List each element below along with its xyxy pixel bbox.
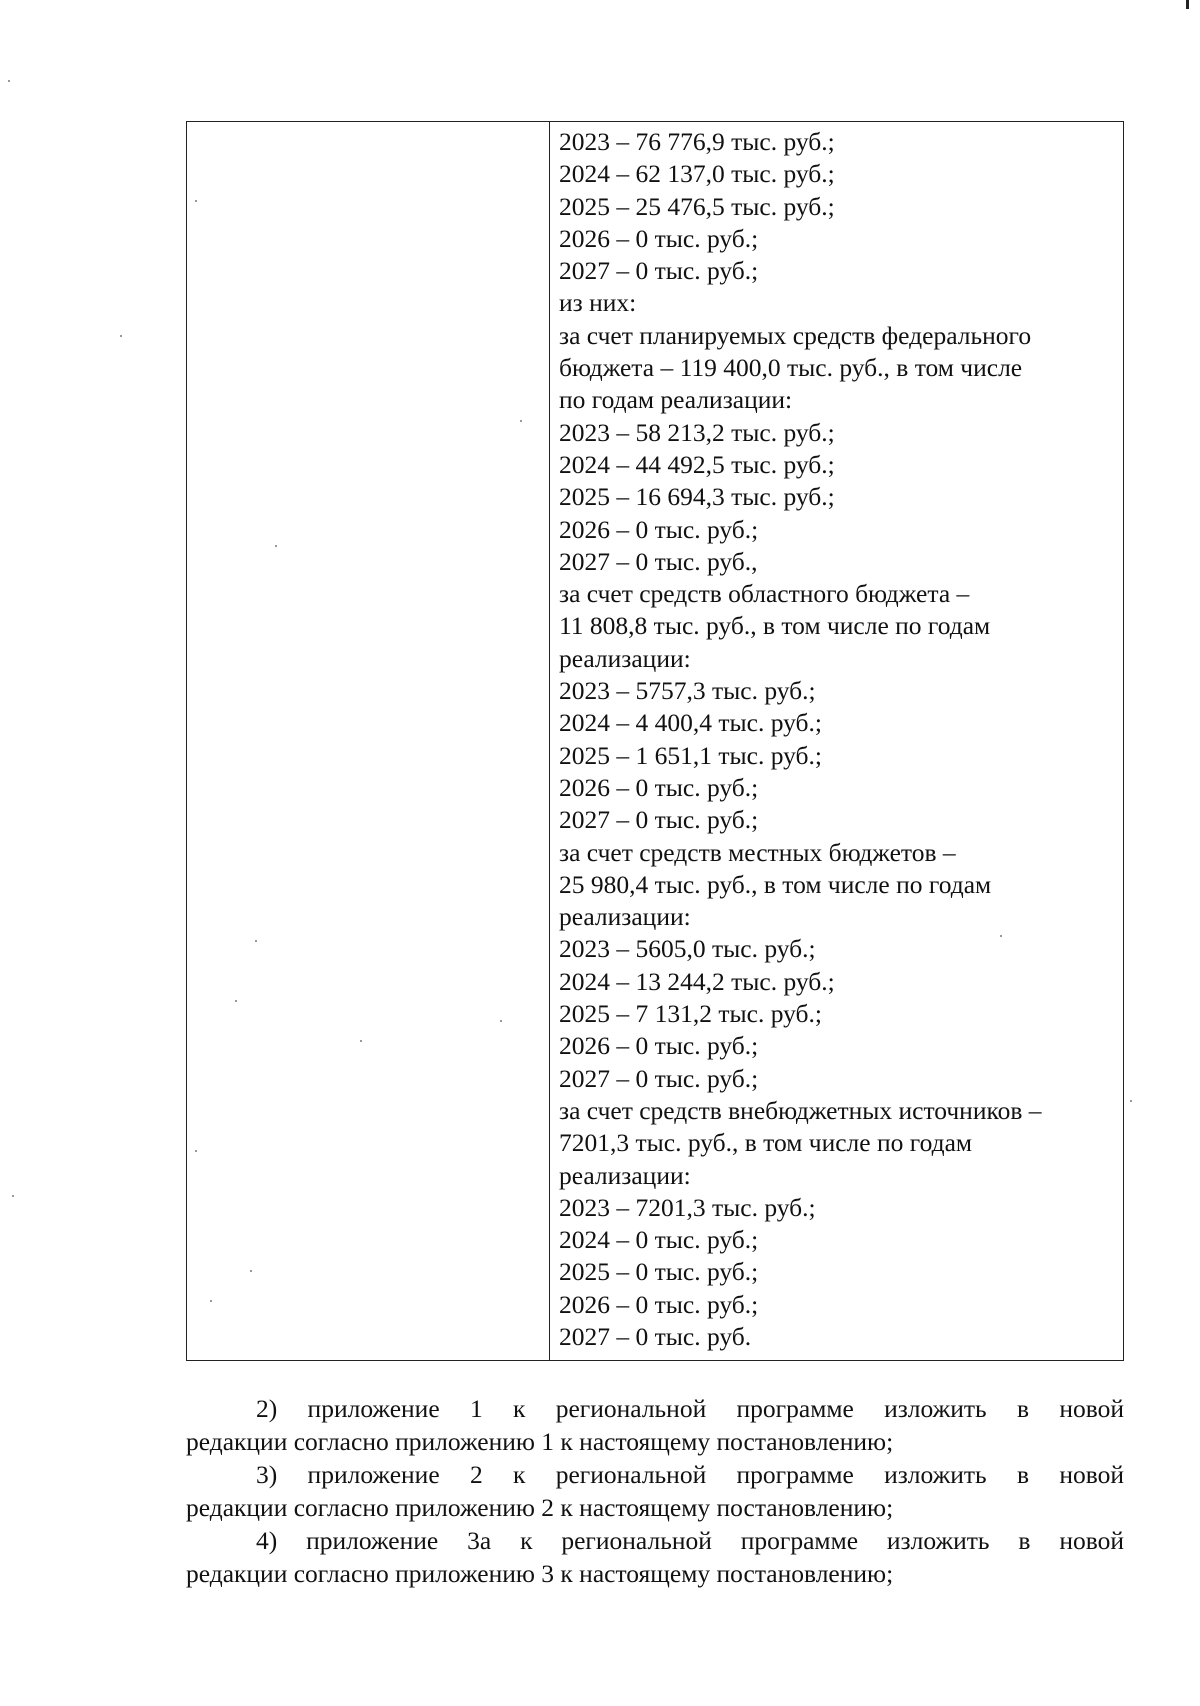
funding-line: 2027 – 0 тыс. руб.; (559, 256, 759, 286)
paragraph-line-second: редакции согласно приложению 1 к настоящему постановлению; (186, 1426, 894, 1456)
funding-line: 2027 – 0 тыс. руб.; (559, 1063, 759, 1093)
funding-line: 2023 – 5605,0 тыс. руб.; (559, 934, 816, 964)
paragraph-line-first: 3) приложение 2 к региональной программе изложить в новой (256, 1460, 1124, 1489)
funding-line: 2027 – 0 тыс. руб.; (559, 805, 759, 835)
funding-line: 2025 – 25 476,5 тыс. руб.; (559, 191, 835, 221)
paragraph-line-second: редакции согласно приложению 2 к настоящему постановлению; (186, 1492, 894, 1522)
scan-speck (210, 1300, 212, 1302)
funding-line: 2026 – 0 тыс. руб.; (559, 1031, 759, 1061)
funding-line: 2024 – 44 492,5 тыс. руб.; (559, 449, 835, 479)
funding-line: за счет средств внебюджетных источников – (559, 1095, 1042, 1125)
funding-line: 2024 – 0 тыс. руб.; (559, 1225, 759, 1255)
funding-line: за счет средств местных бюджетов – (559, 837, 956, 867)
funding-line: 2025 – 1 651,1 тыс. руб.; (559, 740, 822, 770)
funding-line: 2023 – 76 776,9 тыс. руб.; (559, 127, 835, 156)
funding-line: по годам реализации: (559, 385, 793, 415)
funding-line: бюджета – 119 400,0 тыс. руб., в том числе (559, 353, 1023, 383)
scan-speck (275, 545, 277, 547)
amendment-paragraph (186, 1393, 1124, 1458)
funding-line: за счет планируемых средств федерального (559, 320, 1032, 350)
funding-line: 2026 – 0 тыс. руб.; (559, 514, 759, 544)
funding-line: 25 980,4 тыс. руб., в том числе по годам (559, 869, 992, 899)
scan-speck (1000, 935, 1002, 937)
funding-line: реализации: (559, 643, 691, 673)
funding-line: 2024 – 4 400,4 тыс. руб.; (559, 708, 822, 738)
funding-line: 2024 – 62 137,0 тыс. руб.; (559, 159, 835, 189)
amendment-paragraph (186, 1459, 1124, 1524)
table-cell-funding (550, 122, 1123, 1360)
paragraph-line-first: 2) приложение 1 к региональной программе изложить в новой (256, 1394, 1124, 1423)
scan-speck (195, 200, 197, 202)
funding-line: 2023 – 58 213,2 тыс. руб.; (559, 417, 835, 447)
scan-speck (8, 80, 10, 82)
funding-table (186, 121, 1124, 1361)
scan-speck (255, 940, 257, 942)
scan-mark (1186, 0, 1189, 9)
funding-line: реализации: (559, 902, 691, 932)
funding-line: реализации: (559, 1160, 691, 1190)
scan-speck (520, 420, 522, 422)
funding-line: 2024 – 13 244,2 тыс. руб.; (559, 966, 835, 996)
funding-line: 2025 – 16 694,3 тыс. руб.; (559, 482, 835, 512)
funding-line: 2026 – 0 тыс. руб.; (559, 1289, 759, 1319)
funding-line: 2027 – 0 тыс. руб. (559, 1321, 752, 1351)
funding-line: из них: (559, 288, 637, 318)
scan-speck (235, 1000, 237, 1002)
amendment-paragraph (186, 1525, 1124, 1590)
funding-line: 2025 – 0 тыс. руб.; (559, 1257, 759, 1287)
funding-line: 2026 – 0 тыс. руб.; (559, 772, 759, 802)
funding-line: 2023 – 5757,3 тыс. руб.; (559, 676, 816, 706)
paragraph-line-first: 4) приложение 3а к региональной программе изложить в новой (256, 1526, 1124, 1555)
funding-line: 2023 – 7201,3 тыс. руб.; (559, 1192, 816, 1222)
funding-line: 2027 – 0 тыс. руб., (559, 546, 758, 576)
scan-speck (360, 1040, 362, 1042)
scan-speck (250, 1270, 252, 1272)
funding-line: 11 808,8 тыс. руб., в том числе по годам (559, 611, 991, 641)
table-cell-label (187, 122, 550, 1360)
scan-speck (120, 335, 122, 337)
funding-line: за счет средств областного бюджета – (559, 579, 970, 609)
scan-speck (500, 1020, 502, 1022)
scan-speck (1130, 1100, 1132, 1102)
scan-speck (195, 1150, 197, 1152)
funding-line: 2025 – 7 131,2 тыс. руб.; (559, 999, 822, 1029)
scan-speck (12, 1195, 14, 1197)
funding-line: 2026 – 0 тыс. руб.; (559, 223, 759, 253)
paragraph-line-second: редакции согласно приложению 3 к настоящему постановлению; (186, 1558, 894, 1588)
amendment-paragraphs (186, 1393, 1124, 1591)
funding-line: 7201,3 тыс. руб., в том числе по годам (559, 1128, 973, 1158)
